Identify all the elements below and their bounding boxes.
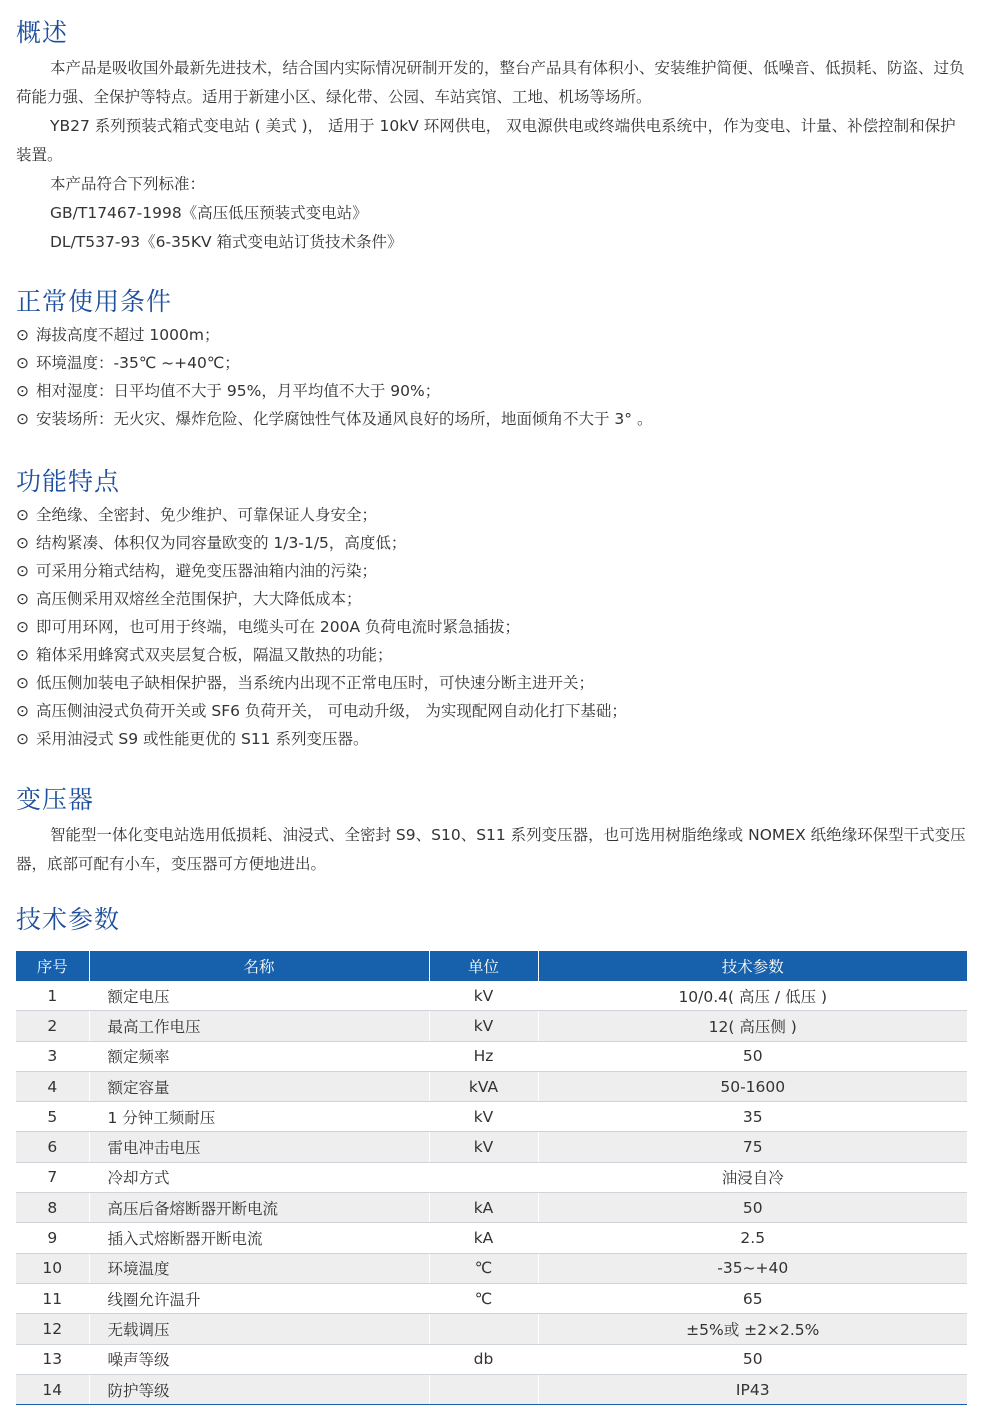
circle-dot-icon: ⊙ (16, 410, 29, 428)
params-title: 技术参数 (16, 905, 121, 934)
cell-unit: kA (429, 1193, 538, 1223)
cell-value: 12( 高压侧 ) (538, 1011, 967, 1041)
cell-name: 最高工作电压 (89, 1011, 429, 1041)
circle-dot-icon: ⊙ (16, 562, 29, 580)
cell-name: 噪声等级 (89, 1344, 429, 1374)
list-item (16, 613, 966, 641)
table-row (16, 1193, 967, 1223)
list-item (16, 557, 966, 585)
list-item-text: 高压侧采用双熔丝全范围保护，大大降低成本； (36, 590, 362, 608)
column-header-name: 名称 (89, 951, 429, 981)
cell-name: 环境温度 (89, 1253, 429, 1283)
cell-name: 无载调压 (89, 1314, 429, 1344)
table-row (16, 1011, 967, 1041)
cell-unit: Hz (429, 1041, 538, 1071)
cell-no: 11 (16, 1283, 89, 1313)
cell-value: 10/0.4( 高压 / 低压 ) (538, 981, 967, 1011)
cell-name: 防护等级 (89, 1374, 429, 1404)
cell-no: 9 (16, 1223, 89, 1253)
features-list (16, 501, 966, 753)
cell-no: 13 (16, 1344, 89, 1374)
cell-no: 5 (16, 1102, 89, 1132)
list-item-text: 采用油浸式 S9 或性能更优的 S11 系列变压器。 (36, 730, 369, 748)
conditions-title: 正常使用条件 (16, 287, 173, 316)
circle-dot-icon: ⊙ (16, 590, 29, 608)
list-item (16, 585, 966, 613)
cell-no: 2 (16, 1011, 89, 1041)
cell-name: 1 分钟工频耐压 (89, 1102, 429, 1132)
circle-dot-icon: ⊙ (16, 618, 29, 636)
standard-item: GB/T17467-1998《高压低压预装式变电站》 (50, 204, 368, 222)
column-header-value: 技术参数 (538, 951, 967, 981)
list-item-text: 海拔高度不超过 1000m； (36, 326, 220, 344)
table-row (16, 1041, 967, 1071)
circle-dot-icon: ⊙ (16, 506, 29, 524)
cell-unit: kV (429, 981, 538, 1011)
cell-name: 高压后备熔断器开断电流 (89, 1193, 429, 1223)
list-item-text: 全绝缘、全密封、免少维护、可靠保证人身安全； (36, 506, 378, 524)
cell-value: 50 (538, 1344, 967, 1374)
cell-no: 8 (16, 1193, 89, 1223)
overview-title: 概述 (16, 18, 69, 47)
cell-name: 冷却方式 (89, 1162, 429, 1192)
table-row (16, 1223, 967, 1253)
cell-no: 10 (16, 1253, 89, 1283)
cell-no: 14 (16, 1374, 89, 1404)
table-row (16, 1253, 967, 1283)
list-item (16, 725, 966, 753)
table-row (16, 1283, 967, 1313)
table-row (16, 1071, 967, 1101)
cell-name: 额定电压 (89, 981, 429, 1011)
list-item-text: 高压侧油浸式负荷开关或 SF6 负荷开关， 可电动升级， 为实现配网自动化打下基础； (36, 702, 627, 720)
params-table (16, 951, 967, 1405)
table-row (16, 1162, 967, 1192)
list-item-text: 结构紧凑、体积仅为同容量欧变的 1/3-1/5，高度低； (36, 534, 407, 552)
table-header-row (16, 951, 967, 981)
cell-unit (429, 1162, 538, 1192)
column-header-unit: 单位 (429, 951, 538, 981)
list-item-text: 低压侧加装电子缺相保护器，当系统内出现不正常电压时，可快速分断主进开关； (36, 674, 595, 692)
conditions-list (16, 321, 966, 433)
features-section (16, 465, 966, 753)
cell-unit: db (429, 1344, 538, 1374)
cell-unit: ℃ (429, 1253, 538, 1283)
cell-unit: kV (429, 1132, 538, 1162)
cell-no: 1 (16, 981, 89, 1011)
cell-no: 6 (16, 1132, 89, 1162)
cell-value: 35 (538, 1102, 967, 1132)
circle-dot-icon: ⊙ (16, 674, 29, 692)
list-item-text: 即可用环网，也可用于终端，电缆头可在 200A 负荷电流时紧急插拔； (36, 618, 521, 636)
cell-unit (429, 1314, 538, 1344)
table-row (16, 1102, 967, 1132)
circle-dot-icon: ⊙ (16, 730, 29, 748)
cell-value: IP43 (538, 1374, 967, 1404)
circle-dot-icon: ⊙ (16, 702, 29, 720)
circle-dot-icon: ⊙ (16, 382, 29, 400)
transformer-title: 变压器 (16, 785, 95, 814)
overview-paragraph: 本产品是吸收国外最新先进技术，结合国内实际情况研制开发的，整台产品具有体积小、安装维护简便、低噪音、低损耗、防盗、过负荷能力强、全保护等特点。适用于新建小区、绿化带、公园、车站宾馆、工地、机场等场所。 (16, 59, 965, 106)
list-item (16, 377, 966, 405)
table-row (16, 1314, 967, 1344)
cell-no: 4 (16, 1071, 89, 1101)
conditions-section (16, 285, 966, 433)
cell-value: 油浸自冷 (538, 1162, 967, 1192)
list-item-text: 可采用分箱式结构，避免变压器油箱内油的污染； (36, 562, 378, 580)
table-row (16, 1374, 967, 1404)
cell-value: 2.5 (538, 1223, 967, 1253)
list-item-text: 相对湿度：日平均值不大于 95%，月平均值不大于 90%； (36, 382, 441, 400)
list-item (16, 501, 966, 529)
params-section (16, 903, 966, 937)
list-item (16, 405, 966, 433)
cell-name: 额定频率 (89, 1041, 429, 1071)
cell-unit (429, 1374, 538, 1404)
list-item (16, 321, 966, 349)
table-row (16, 981, 967, 1011)
circle-dot-icon: ⊙ (16, 354, 29, 372)
cell-value: 75 (538, 1132, 967, 1162)
cell-name: 额定容量 (89, 1071, 429, 1101)
cell-unit: kA (429, 1223, 538, 1253)
cell-no: 12 (16, 1314, 89, 1344)
cell-value: ±5%或 ±2×2.5% (538, 1314, 967, 1344)
cell-value: 65 (538, 1283, 967, 1313)
cell-unit: kV (429, 1102, 538, 1132)
table-row (16, 1344, 967, 1374)
transformer-paragraph: 智能型一体化变电站选用低损耗、油浸式、全密封 S9、S10、S11 系列变压器，也可选用树脂绝缘或 NOMEX 纸绝缘环保型干式变压器，底部可配有小车，变压器可方便地进出。 (16, 826, 966, 873)
standard-item: DL/T537-93《6-35KV 箱式变电站订货技术条件》 (50, 233, 403, 251)
transformer-section (16, 783, 966, 879)
list-item (16, 529, 966, 557)
cell-value: 50 (538, 1041, 967, 1071)
cell-unit: kV (429, 1011, 538, 1041)
cell-name: 雷电冲击电压 (89, 1132, 429, 1162)
overview-paragraph: YB27 系列预装式箱式变电站 ( 美式 )， 适用于 10kV 环网供电， 双电源供电或终端供电系统中，作为变电、计量、补偿控制和保护装置。 (16, 117, 956, 164)
cell-no: 3 (16, 1041, 89, 1071)
list-item (16, 641, 966, 669)
cell-name: 插入式熔断器开断电流 (89, 1223, 429, 1253)
list-item (16, 349, 966, 377)
list-item-text: 环境温度：-35℃ ~+40℃； (36, 354, 240, 372)
list-item-text: 箱体采用蜂窝式双夹层复合板，隔温又散热的功能； (36, 646, 393, 664)
cell-name: 线圈允许温升 (89, 1283, 429, 1313)
cell-value: 50-1600 (538, 1071, 967, 1101)
column-header-no: 序号 (16, 951, 89, 981)
list-item-text: 安装场所：无火灾、爆炸危险、化学腐蚀性气体及通风良好的场所，地面倾角不大于 3° 。 (36, 410, 653, 428)
circle-dot-icon: ⊙ (16, 326, 29, 344)
circle-dot-icon: ⊙ (16, 646, 29, 664)
overview-section (16, 16, 966, 257)
cell-value: -35~+40 (538, 1253, 967, 1283)
cell-value: 50 (538, 1193, 967, 1223)
table-row (16, 1132, 967, 1162)
features-title: 功能特点 (16, 467, 121, 496)
cell-no: 7 (16, 1162, 89, 1192)
cell-unit: kVA (429, 1071, 538, 1101)
circle-dot-icon: ⊙ (16, 534, 29, 552)
list-item (16, 697, 966, 725)
list-item (16, 669, 966, 697)
overview-paragraph: 本产品符合下列标准： (50, 175, 206, 193)
cell-unit: ℃ (429, 1283, 538, 1313)
